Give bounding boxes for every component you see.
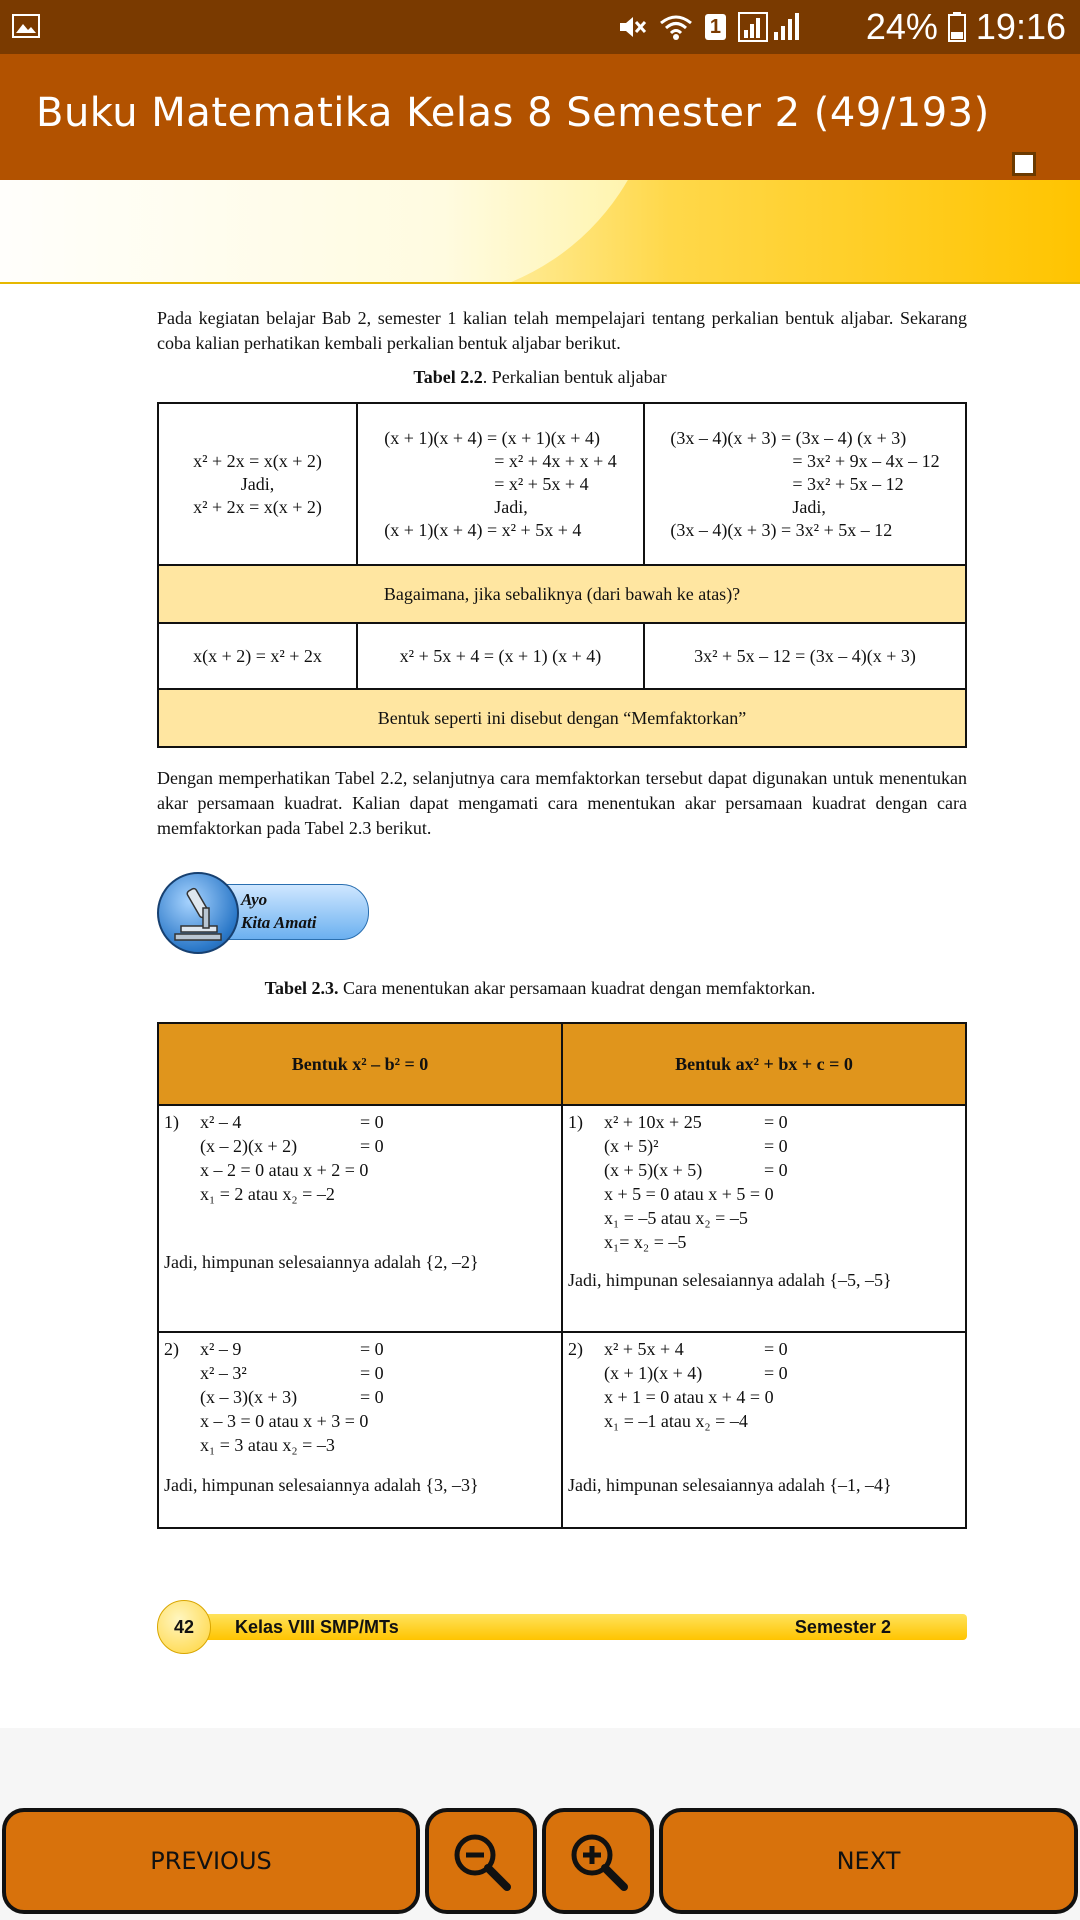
intro-paragraph: Pada kegiatan belajar Bab 2, semester 1 kalian telah mempelajari tentang perkalian bentuk aljabar. Sekarang coba kalian perhatikan kembali perkalian bentuk aljabar berikut.: [157, 308, 967, 353]
footer-semester-label: Semester 2: [794, 1617, 891, 1637]
table22-reverse-3: 3x² + 5x – 12 = (3x – 4)(x + 3): [644, 623, 966, 689]
page-footer: [157, 1612, 967, 1642]
clock: 19:16: [975, 6, 1066, 47]
r2-right-conclusion: Jadi, himpunan selesaiannya adalah {–1, –4}: [568, 1475, 892, 1495]
page-banner: [0, 180, 1080, 284]
table22-conclusion: Bentuk seperti ini disebut dengan “Memfaktorkan”: [158, 689, 966, 747]
previous-button[interactable]: [2, 1808, 420, 1914]
book-page[interactable]: [0, 180, 1080, 1728]
page-number: 42: [157, 1600, 211, 1654]
mute-icon: [617, 13, 647, 41]
table23-cell-r1-right: 1) x² + 10x + 25 = 0 (x + 5)² = 0 (x + 5)(x + 5) = 0 x + 5 = 0 atau x + 5 = 0 x₁ = –5 atau x₂ = –5 x₁= x₂ = –5 Jadi, himpunan selesaiannya adalah {–5, –5}: [562, 1105, 966, 1332]
r1-left-conclusion: Jadi, himpunan selesaiannya adalah {2, –2}: [164, 1252, 479, 1272]
stop-icon[interactable]: [1012, 152, 1036, 176]
microscope-icon: [157, 872, 239, 954]
zoom-in-button[interactable]: [542, 1808, 654, 1914]
table23-header-right: Bentuk ax² + bx + c = 0: [562, 1023, 966, 1105]
ayo-label: Ayo: [241, 890, 268, 909]
app-title: Buku Matematika Kelas 8 Semester 2 (49/193): [36, 90, 990, 136]
previous-label: PREVIOUS: [150, 1847, 272, 1875]
wifi-icon: [659, 13, 693, 41]
footer-class-label: Kelas VIII SMP/MTs: [235, 1617, 399, 1637]
table23-cell-r1-left: 1) x² – 4 = 0 (x – 2)(x + 2) = 0 x – 2 = 0 atau x + 2 = 0 x₁ = 2 atau x₂ = –2 Jadi, himpunan selesaiannya adalah {2, –2}: [158, 1105, 562, 1332]
table23-caption: Tabel 2.3. Cara menentukan akar persamaan kuadrat dengan memfaktorkan.: [264, 978, 816, 998]
table22-cell-1: x² + 2x = x(x + 2) Jadi, x² + 2x = x(x + 2): [158, 403, 357, 565]
next-label: NEXT: [836, 1847, 901, 1875]
sim-badge: 1: [705, 14, 726, 40]
table22-cell-3: (3x – 4)(x + 3) = (3x – 4) (x + 3) = 3x² + 9x – 4x – 12 = 3x² + 5x – 12 Jadi, (3x – 4)(x + 3) = 3x² + 5x – 12: [644, 403, 966, 565]
table23-header-left: Bentuk x² – b² = 0: [158, 1023, 562, 1105]
table23-cell-r2-left: 2) x² – 9 = 0 x² – 3² = 0 (x – 3)(x + 3) = 0 x – 3 = 0 atau x + 3 = 0 x₁ = 3 atau x₂ = –3 Jadi, himpunan selesaiannya adalah {3, –3}: [158, 1332, 562, 1528]
table22-cell-2: (x + 1)(x + 4) = (x + 1)(x + 4) = x² + 4x + x + 4 = x² + 5x + 4 Jadi, (x + 1)(x + 4) = x² + 5x + 4: [357, 403, 644, 565]
status-bar: [0, 0, 1080, 54]
table22-reverse-2: x² + 5x + 4 = (x + 1) (x + 4): [357, 623, 644, 689]
zoom-in-icon: [566, 1829, 630, 1893]
second-paragraph: Dengan memperhatikan Tabel 2.2, selanjutnya cara memfaktorkan tersebut dapat digunakan untuk menentukan akar persamaan kuadrat. Kalian dapat mengamati cara menentukan akar persamaan kuadrat dengan cara memfaktorkan pada Tabel 2.3 berikut.: [157, 768, 967, 838]
table22-caption: Tabel 2.2. Perkalian bentuk aljabar: [413, 367, 667, 387]
table22-reverse-1: x(x + 2) = x² + 2x: [158, 623, 357, 689]
app-bar: [0, 54, 1080, 180]
zoom-out-button[interactable]: [425, 1808, 537, 1914]
r1-right-conclusion: Jadi, himpunan selesaiannya adalah {–5, –5}: [568, 1270, 892, 1290]
battery-percent: 24%: [865, 6, 938, 47]
next-button[interactable]: [659, 1808, 1078, 1914]
table22-question: Bagaimana, jika sebaliknya (dari bawah ke atas)?: [158, 565, 966, 623]
zoom-out-icon: [449, 1829, 513, 1893]
gallery-icon: [12, 14, 40, 38]
kita-amati-label: Kita Amati: [241, 913, 317, 932]
table-2-2: [157, 402, 967, 748]
r2-left-conclusion: Jadi, himpunan selesaiannya adalah {3, –3}: [164, 1475, 479, 1495]
table-2-3: [157, 1022, 967, 1529]
signal-icon: [738, 12, 800, 42]
battery-icon: [948, 12, 966, 42]
ayo-kita-amati-badge: [157, 872, 367, 950]
bottom-navigation: [0, 1728, 1080, 1920]
table23-cell-r2-right: 2) x² + 5x + 4 = 0 (x + 1)(x + 4) = 0 x + 1 = 0 atau x + 4 = 0 x₁ = –1 atau x₂ = –4 Jadi, himpunan selesaiannya adalah {–1, –4}: [562, 1332, 966, 1528]
